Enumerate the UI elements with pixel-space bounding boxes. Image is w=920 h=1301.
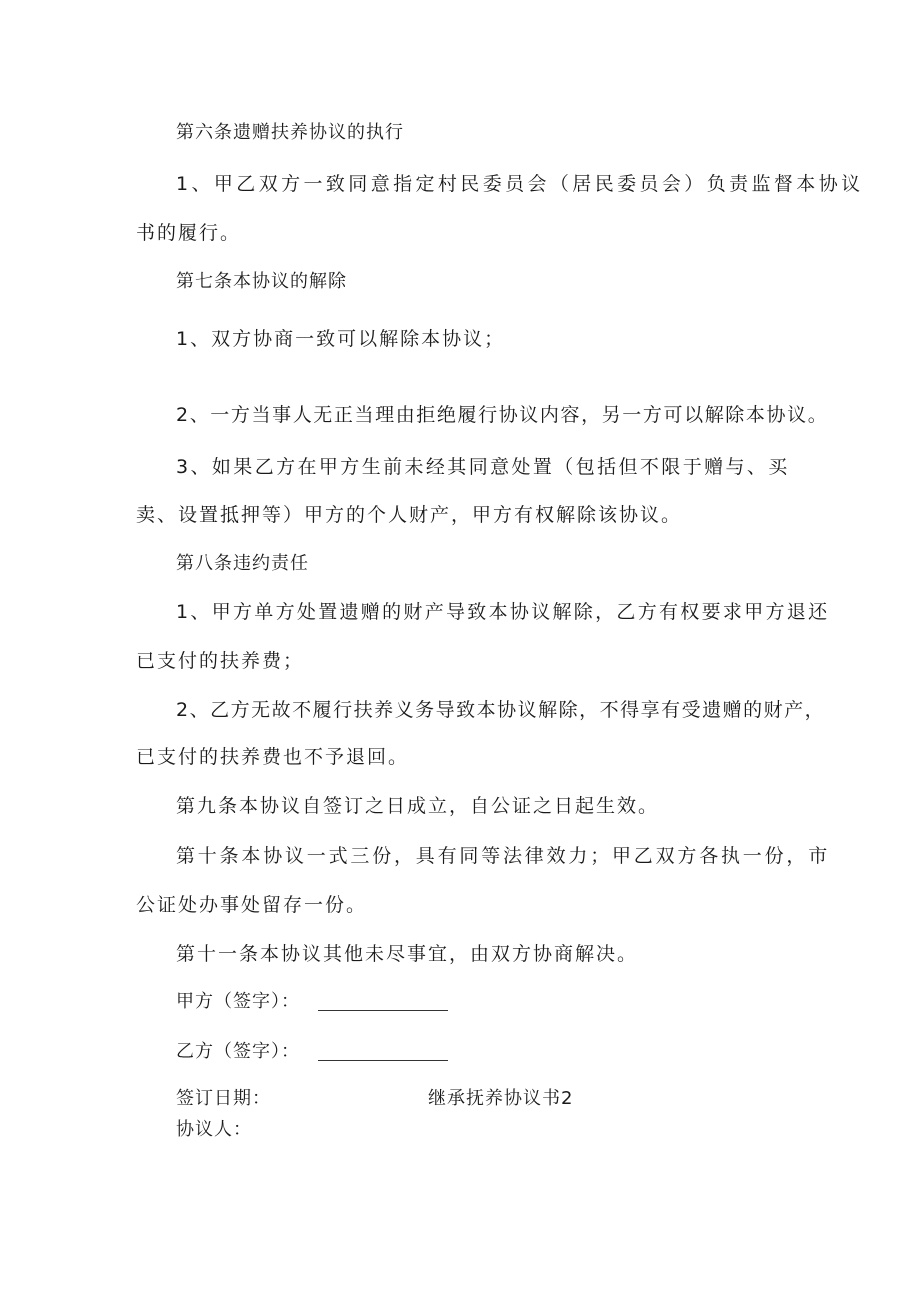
article8-item1-line2: 已支付的扶养费；: [136, 650, 305, 672]
article7-item3-line2: 卖、设置抵押等）甲方的个人财产，甲方有权解除该协议。: [136, 504, 683, 526]
signer-label: 协议人：: [176, 1119, 252, 1140]
party-b-signature-line[interactable]: [318, 1059, 448, 1061]
article7-item3-line1: 3、如果乙方在甲方生前未经其同意处置（包括但不限于赠与、买: [176, 456, 790, 478]
article6-item1-line2: 书的履行。: [136, 222, 242, 244]
article10-line1: 第十条本协议一式三份，具有同等法律效力；甲乙双方各执一份，市: [176, 845, 831, 867]
article6-item1-line1: 1、甲乙双方一致同意指定村民委员会（居民委员会）负责监督本协议: [176, 173, 864, 195]
article8-item2-line2: 已支付的扶养费也不予退回。: [136, 746, 410, 768]
article11-text: 第十一条本协议其他未尽事宜，由双方协商解决。: [176, 943, 639, 965]
article8-item1-line1: 1、甲方单方处置遗赠的财产导致本协议解除，乙方有权要求甲方退还: [176, 601, 830, 623]
party-a-signature-row: [176, 990, 448, 1014]
party-b-label: 乙方（签字）：: [176, 1041, 300, 1062]
article7-item2: 2、一方当事人无正当理由拒绝履行协议内容，另一方可以解除本协议。: [176, 404, 829, 426]
party-a-label: 甲方（签字）：: [176, 991, 300, 1012]
next-document-title: 继承抚养协议书2: [428, 1088, 574, 1109]
article7-heading: 第七条本协议的解除: [176, 271, 347, 292]
article8-item2-line1: 2、乙方无故不履行扶养义务导致本协议解除，不得享有受遗赠的财产，: [176, 699, 826, 721]
article7-item1: 1、双方协商一致可以解除本协议；: [176, 328, 506, 350]
article9-text: 第九条本协议自签订之日成立，自公证之日起生效。: [176, 795, 660, 817]
party-b-signature-row: [176, 1040, 448, 1064]
article8-heading: 第八条违约责任: [176, 553, 309, 574]
article10-line2: 公证处办事处留存一份。: [136, 894, 368, 916]
article6-heading: 第六条遗赠扶养协议的执行: [176, 122, 404, 143]
date-label: 签订日期：: [176, 1088, 271, 1109]
party-a-signature-line[interactable]: [318, 1009, 448, 1011]
